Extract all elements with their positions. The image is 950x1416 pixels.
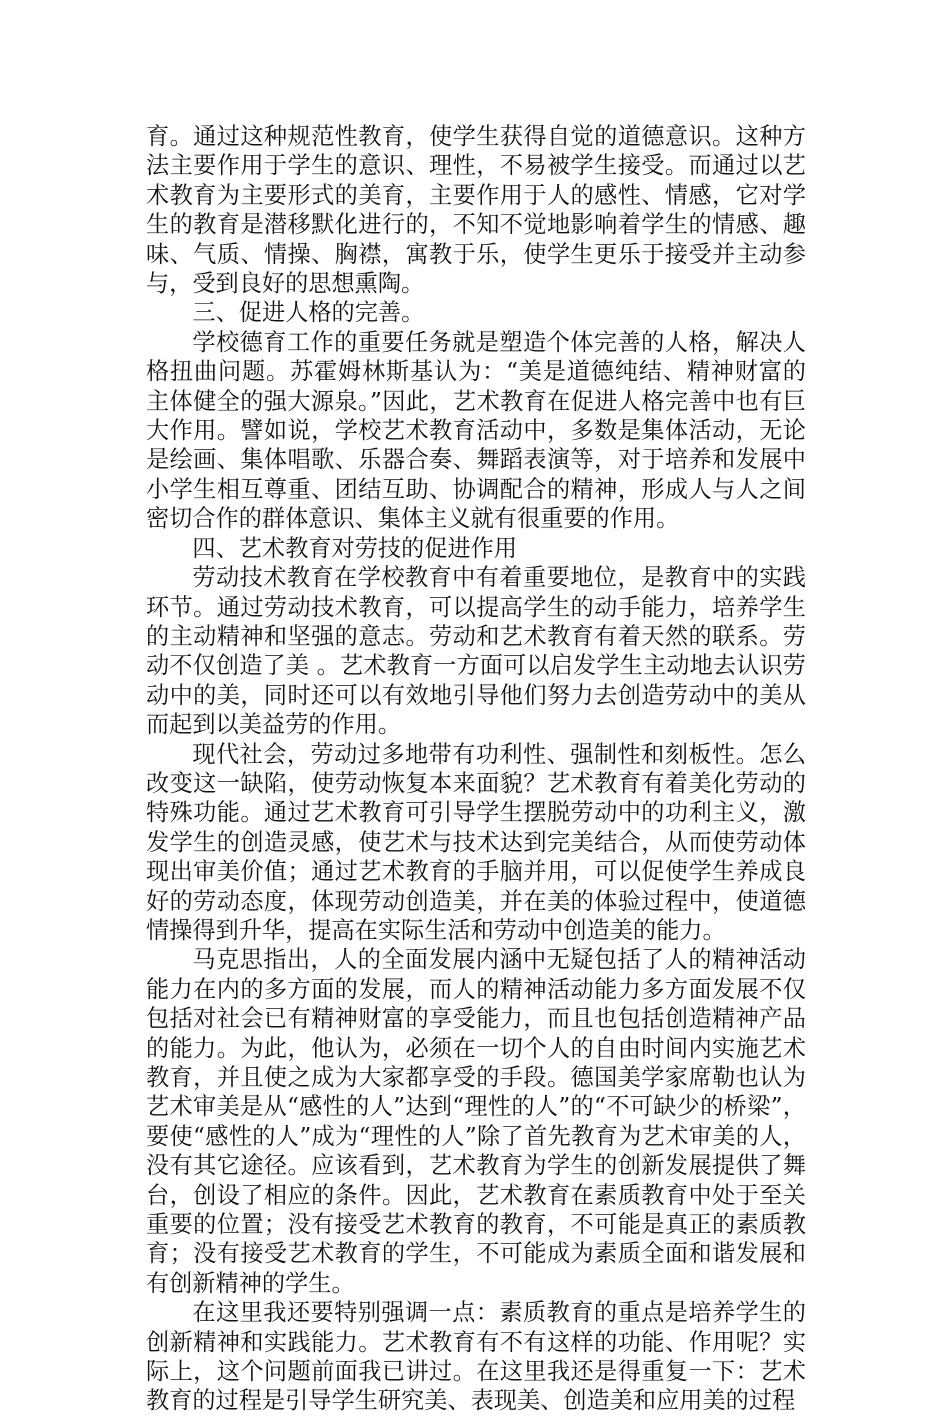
paragraph-6: 在这里我还要特别强调一点：素质教育的重点是培养学生的创新精神和实践能力。艺术教育有不有这样的功能、作用呢？实际上，这个问题前面我已讲过。在这里我还是得重复一下：艺术教育的过程是引导学生研究美、表现美、创造美和应用美的过程	[146, 1299, 806, 1415]
section-heading-4: 四、艺术教育对劳技的促进作用	[192, 534, 518, 562]
paragraph-4: 现代社会，劳动过多地带有功利性、强制性和刻板性。怎么改变这一缺陷，使劳动恢复本来面貌？艺术教育有着美化劳动的特殊功能。通过艺术教育可引导学生摆脱劳动中的功利主义，激发学生的创造灵感，使艺术与技术达到完美结合，从而使劳动体现出审美价值；通过艺术教育的手脑并用，可以促使学生养成良好的劳动态度，体现劳动创造美，并在美的体验过程中，使道德情操得到升华，提高在实际生活和劳动中创造美的能力。	[146, 740, 806, 944]
paragraph-2: 学校德育工作的重要任务就是塑造个体完善的人格，解决人格扭曲问题。苏霍姆林斯基认为：“美是道德纯结、精神财富的主体健全的强大源泉。”因此，艺术教育在促进人格完善中也有巨大作用。譬如说，学校艺术教育活动中，多数是集体活动，无论是绘画、集体唱歌、乐器合奏、舞蹈表演等，对于培养和发展中小学生相互尊重、团结互助、协调配合的精神，形成人与人之间密切合作的群体意识、集体主义就有很重要的作用。	[146, 328, 806, 533]
document-page	[146, 122, 806, 1416]
paragraph-5: 马克思指出，人的全面发展内涵中无疑包括了人的精神活动能力在内的多方面的发展，而人的精神活动能力多方面发展不仅包括对社会已有精神财富的享受能力，而且也包括创造精神产品的能力。为此，他认为，必须在一切个人的自由时间内实施艺术教育，并且使之成为大家都享受的手段。德国美学家席勒也认为艺术审美是从“感性的人”达到“理性的人”的“不可缺少的桥梁”，要使“感性的人”成为“理性的人”除了首先教育为艺术审美的人，没有其它途径。应该看到，艺术教育为学生的创新发展提供了舞台，创设了相应的条件。因此，艺术教育在素质教育中处于至关重要的位置；没有接受艺术教育的教育，不可能是真正的素质教育；没有接受艺术教育的学生，不可能成为素质全面和谐发展和有创新精神的学生。	[146, 946, 806, 1297]
paragraph-3: 劳动技术教育在学校教育中有着重要地位，是教育中的实践环节。通过劳动技术教育，可以提高学生的动手能力，培养学生的主动精神和坚强的意志。劳动和艺术教育有着天然的联系。劳动不仅创造了美 。艺术教育一方面可以启发学生主动地去认识劳动中的美，同时还可以有效地引导他们努力去创造劳动中的美从而起到以美益劳的作用。	[146, 564, 806, 739]
paragraph-1: 育。通过这种规范性教育，使学生获得自觉的道德意识。这种方法主要作用于学生的意识、理性，不易被学生接受。而通过以艺术教育为主要形式的美育，主要作用于人的感性、情感，它对学生的教育是潜移默化进行的，不知不觉地影响着学生的情感、趣味、气质、情操、胸襟，寓教于乐，使学生更乐于接受并主动参与，受到良好的思想熏陶。	[146, 123, 806, 298]
section-heading-3: 三、促进人格的完善。	[192, 299, 425, 327]
